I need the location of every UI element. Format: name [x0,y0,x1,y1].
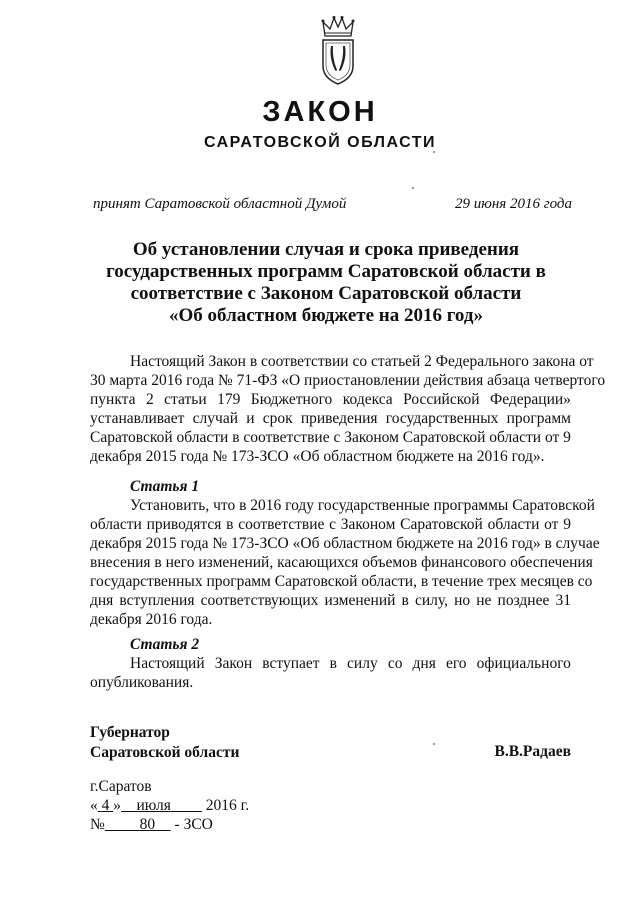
word: в [329,655,337,672]
word: Настоящий [130,655,205,672]
word: 2 [145,391,154,408]
position-line: Губернатор [90,724,170,741]
signing-city: г.Саратов [90,778,152,795]
paragraph-line [90,654,571,673]
word: срок [262,410,293,427]
document-subtitle: САРАТОВСКОЙ ОБЛАСТИ [203,134,437,151]
scan-speck [433,743,435,745]
word: 31 [555,592,571,609]
word: дня [412,655,436,672]
heading-line: Об установлении случая и срока приведения [132,239,520,260]
word: в [401,592,409,609]
word: кодекса [342,391,393,408]
paragraph-line [90,390,571,409]
word: от [544,429,560,446]
word: дня [90,592,114,609]
word: программ [506,410,571,427]
signatory-position [90,723,239,763]
word: силу [347,655,378,672]
word: Саратовской [90,429,173,446]
word: 179 [217,391,241,408]
word: изменений [324,592,396,609]
word: области [489,429,542,446]
article-1-title: Статья 1 [130,478,200,495]
law-number-value: 80 [139,816,156,833]
document-title: ЗАКОН [262,96,378,128]
word: в [232,429,240,446]
paragraph-line [90,515,571,534]
word: случай [192,410,238,427]
paragraph-line: Настоящий Закон в соответствии со статьей 2 Федерального закона от [130,353,594,370]
signatory-name: В.В.Радаев [494,743,571,760]
paragraph-line: внесения в него изменений, касающихся объемов финансового обеспечения [90,554,593,571]
adoption-date: 29 июня 2016 года [455,196,572,212]
word: с [333,429,341,446]
word: официального [476,655,571,672]
word: вступления [119,592,195,609]
word: приводятся [146,516,222,533]
word: в [226,516,234,533]
paragraph-line: декабря 2016 года. [90,611,213,628]
word: пункта [90,391,136,408]
law-number: № 80 - ЗСО [90,816,213,833]
saratov-coat-of-arms-icon [319,14,357,86]
signing-month: июля [136,797,171,814]
signing-date: « 4 » июля 2016 г. [90,797,250,814]
signing-day: 4 [101,797,110,814]
word: устанавливает [90,410,185,427]
word: статьи [164,391,207,408]
word: Закон [214,655,253,672]
paragraph-line: государственных программ Саратовской области, в течение трех месяцев со [90,573,593,590]
word: и [246,410,255,427]
article-2-paragraph [90,654,571,692]
word: силу, [414,592,448,609]
preamble-paragraph [90,352,606,466]
signing-year: 2016 г. [205,797,250,814]
paragraph-line [90,428,571,447]
heading-line: соответствие с Законом Саратовской области [130,283,522,304]
paragraph-line: Установить, что в 2016 году государственные программы Саратовской [130,497,595,514]
paragraph-line: декабря 2015 года № 173-ЗСО «Об областном бюджете на 2016 год». [90,448,545,465]
word: области [176,429,229,446]
adoption-text: принят Саратовской областной Думой [93,196,347,212]
word: но [454,592,471,609]
word: Бюджетного [250,391,333,408]
scan-speck [433,151,435,153]
word: его [445,655,467,672]
word: соответствие [238,516,325,533]
position-line: Саратовской области [90,744,240,761]
paragraph-line: 30 марта 2016 года № 71-ФЗ «О приостановлении действия абзаца четвертого [90,372,606,389]
word: от [544,516,559,533]
word: с [329,516,336,533]
word: государственных [385,410,499,427]
word: Законом [340,516,396,533]
article-1-paragraph [90,496,600,629]
word: соответствующих [200,592,319,609]
heading-line: государственных программ Саратовской области в [106,261,546,282]
paragraph-line: опубликования. [90,674,194,691]
word: вступает [262,655,320,672]
word: 9 [563,429,571,446]
word: со [387,655,403,672]
word: 9 [563,516,571,533]
word: позднее [497,592,550,609]
law-heading [70,239,582,327]
paragraph-line: декабря 2015 года № 173-ЗСО «Об областном бюджете на 2016 год» в случае [90,535,600,552]
word: не [476,592,492,609]
word: Федерации» [489,391,571,408]
scan-speck [412,187,414,189]
word: области [487,516,540,533]
paragraph-line [90,409,571,428]
word: приведения [300,410,378,427]
signing-details [90,777,249,834]
word: области [90,516,142,533]
heading-line: «Об областном бюджете на 2016 год» [169,305,483,326]
word: Законом [344,429,399,446]
article-2-title: Статья 2 [130,636,200,653]
word: Российской [403,391,480,408]
word: Саратовской [402,429,486,446]
paragraph-line [90,591,571,610]
word: Саратовской [400,516,483,533]
word: соответствие [243,429,330,446]
